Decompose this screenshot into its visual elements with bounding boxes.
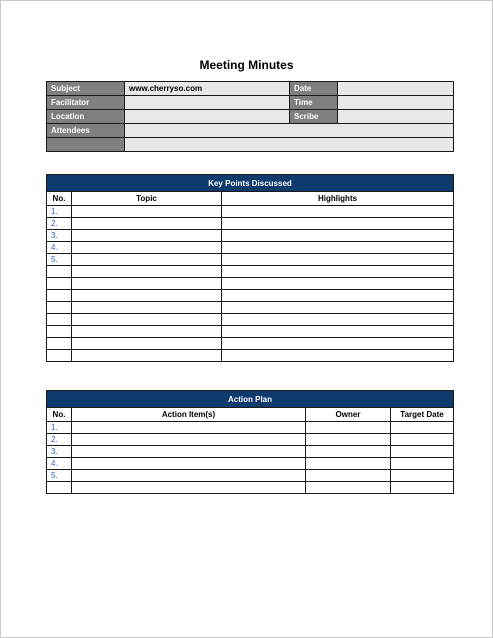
key-points-highlights-cell[interactable] [222,290,454,302]
key-points-row [47,326,454,338]
key-points-topic-cell[interactable] [72,314,222,326]
action-plan-row-number: 1. [47,422,72,434]
key-points-highlights-cell[interactable] [222,206,454,218]
key-points-row-number [47,302,72,314]
key-points-row-number [47,350,72,362]
key-points-row-number [47,326,72,338]
page-title: Meeting Minutes [199,58,294,72]
key-points-topic-cell[interactable] [72,218,222,230]
action-plan-col-no: No. [47,408,72,422]
key-points-row-number: 3. [47,230,72,242]
action-plan-table [46,390,454,494]
key-points-row-number [47,314,72,326]
action-plan-col-owner: Owner [306,408,391,422]
action-plan-row [47,434,454,446]
target-date-cell[interactable] [391,422,454,434]
action-plan-row-number: 3. [47,446,72,458]
key-points-topic-cell[interactable] [72,338,222,350]
key-points-highlights-cell[interactable] [222,218,454,230]
key-points-row-number [47,278,72,290]
meeting-info-table [46,81,454,152]
action-plan-row-number: 5. [47,470,72,482]
action-plan-row-number [47,482,72,494]
action-item-cell[interactable] [72,482,306,494]
key-points-row-number: 4. [47,242,72,254]
key-points-row [47,218,454,230]
key-points-highlights-cell[interactable] [222,338,454,350]
key-points-highlights-cell[interactable] [222,326,454,338]
key-points-col-highlights: Highlights [222,192,454,206]
key-points-row [47,266,454,278]
key-points-row [47,206,454,218]
key-points-highlights-cell[interactable] [222,350,454,362]
time-label: Time [290,96,338,110]
scribe-field[interactable] [338,110,454,124]
attendees-field[interactable] [125,124,454,138]
date-label: Date [290,82,338,96]
action-plan-row [47,482,454,494]
target-date-cell[interactable] [391,434,454,446]
action-plan-row [47,446,454,458]
key-points-table [46,174,454,362]
key-points-row [47,230,454,242]
info-row-location [47,110,454,124]
key-points-row-number [47,338,72,350]
date-field[interactable] [338,82,454,96]
key-points-row [47,314,454,326]
owner-cell[interactable] [306,470,391,482]
facilitator-field[interactable] [125,96,290,110]
key-points-topic-cell[interactable] [72,326,222,338]
key-points-row [47,338,454,350]
key-points-highlights-cell[interactable] [222,278,454,290]
attendees-extra-label [47,138,125,152]
key-points-row-number [47,266,72,278]
action-item-cell[interactable] [72,470,306,482]
action-plan-col-action: Action Item(s) [72,408,306,422]
owner-cell[interactable] [306,482,391,494]
owner-cell[interactable] [306,458,391,470]
subject-label: Subject [47,82,125,96]
key-points-topic-cell[interactable] [72,242,222,254]
key-points-col-no: No. [47,192,72,206]
key-points-highlights-cell[interactable] [222,242,454,254]
key-points-topic-cell[interactable] [72,254,222,266]
key-points-row-number: 5. [47,254,72,266]
attendees-field-2[interactable] [125,138,454,152]
action-plan-row-number: 2. [47,434,72,446]
key-points-row [47,254,454,266]
location-label: Location [47,110,125,124]
key-points-topic-cell[interactable] [72,206,222,218]
action-item-cell[interactable] [72,422,306,434]
subject-field[interactable]: www.cherryso.com [125,82,290,96]
key-points-row [47,350,454,362]
key-points-highlights-cell[interactable] [222,230,454,242]
action-item-cell[interactable] [72,446,306,458]
info-row-subject [47,82,454,96]
owner-cell[interactable] [306,422,391,434]
scribe-label: Scribe [290,110,338,124]
key-points-highlights-cell[interactable] [222,254,454,266]
action-plan-row [47,458,454,470]
action-plan-row-number: 4. [47,458,72,470]
info-row-attendees-extra [47,138,454,152]
key-points-row [47,302,454,314]
target-date-cell[interactable] [391,482,454,494]
action-plan-row [47,422,454,434]
owner-cell[interactable] [306,434,391,446]
info-row-attendees [47,124,454,138]
location-field[interactable] [125,110,290,124]
target-date-cell[interactable] [391,458,454,470]
action-plan-col-target: Target Date [391,408,454,422]
key-points-row [47,278,454,290]
key-points-topic-cell[interactable] [72,266,222,278]
info-row-facilitator [47,96,454,110]
action-plan-title: Action Plan [47,391,454,408]
key-points-row-number: 1. [47,206,72,218]
key-points-topic-cell[interactable] [72,278,222,290]
key-points-topic-cell[interactable] [72,230,222,242]
key-points-highlights-cell[interactable] [222,266,454,278]
owner-cell[interactable] [306,446,391,458]
key-points-row-number: 2. [47,218,72,230]
key-points-highlights-cell[interactable] [222,314,454,326]
key-points-col-topic: Topic [72,192,222,206]
facilitator-label: Facilitator [47,96,125,110]
key-points-topic-cell[interactable] [72,290,222,302]
target-date-cell[interactable] [391,446,454,458]
key-points-topic-cell[interactable] [72,302,222,314]
time-field[interactable] [338,96,454,110]
action-item-cell[interactable] [72,434,306,446]
action-item-cell[interactable] [72,458,306,470]
attendees-label: Attendees [47,124,125,138]
key-points-row [47,290,454,302]
key-points-highlights-cell[interactable] [222,302,454,314]
key-points-row [47,242,454,254]
action-plan-row [47,470,454,482]
key-points-topic-cell[interactable] [72,350,222,362]
key-points-title: Key Points Discussed [47,175,454,192]
target-date-cell[interactable] [391,470,454,482]
key-points-row-number [47,290,72,302]
